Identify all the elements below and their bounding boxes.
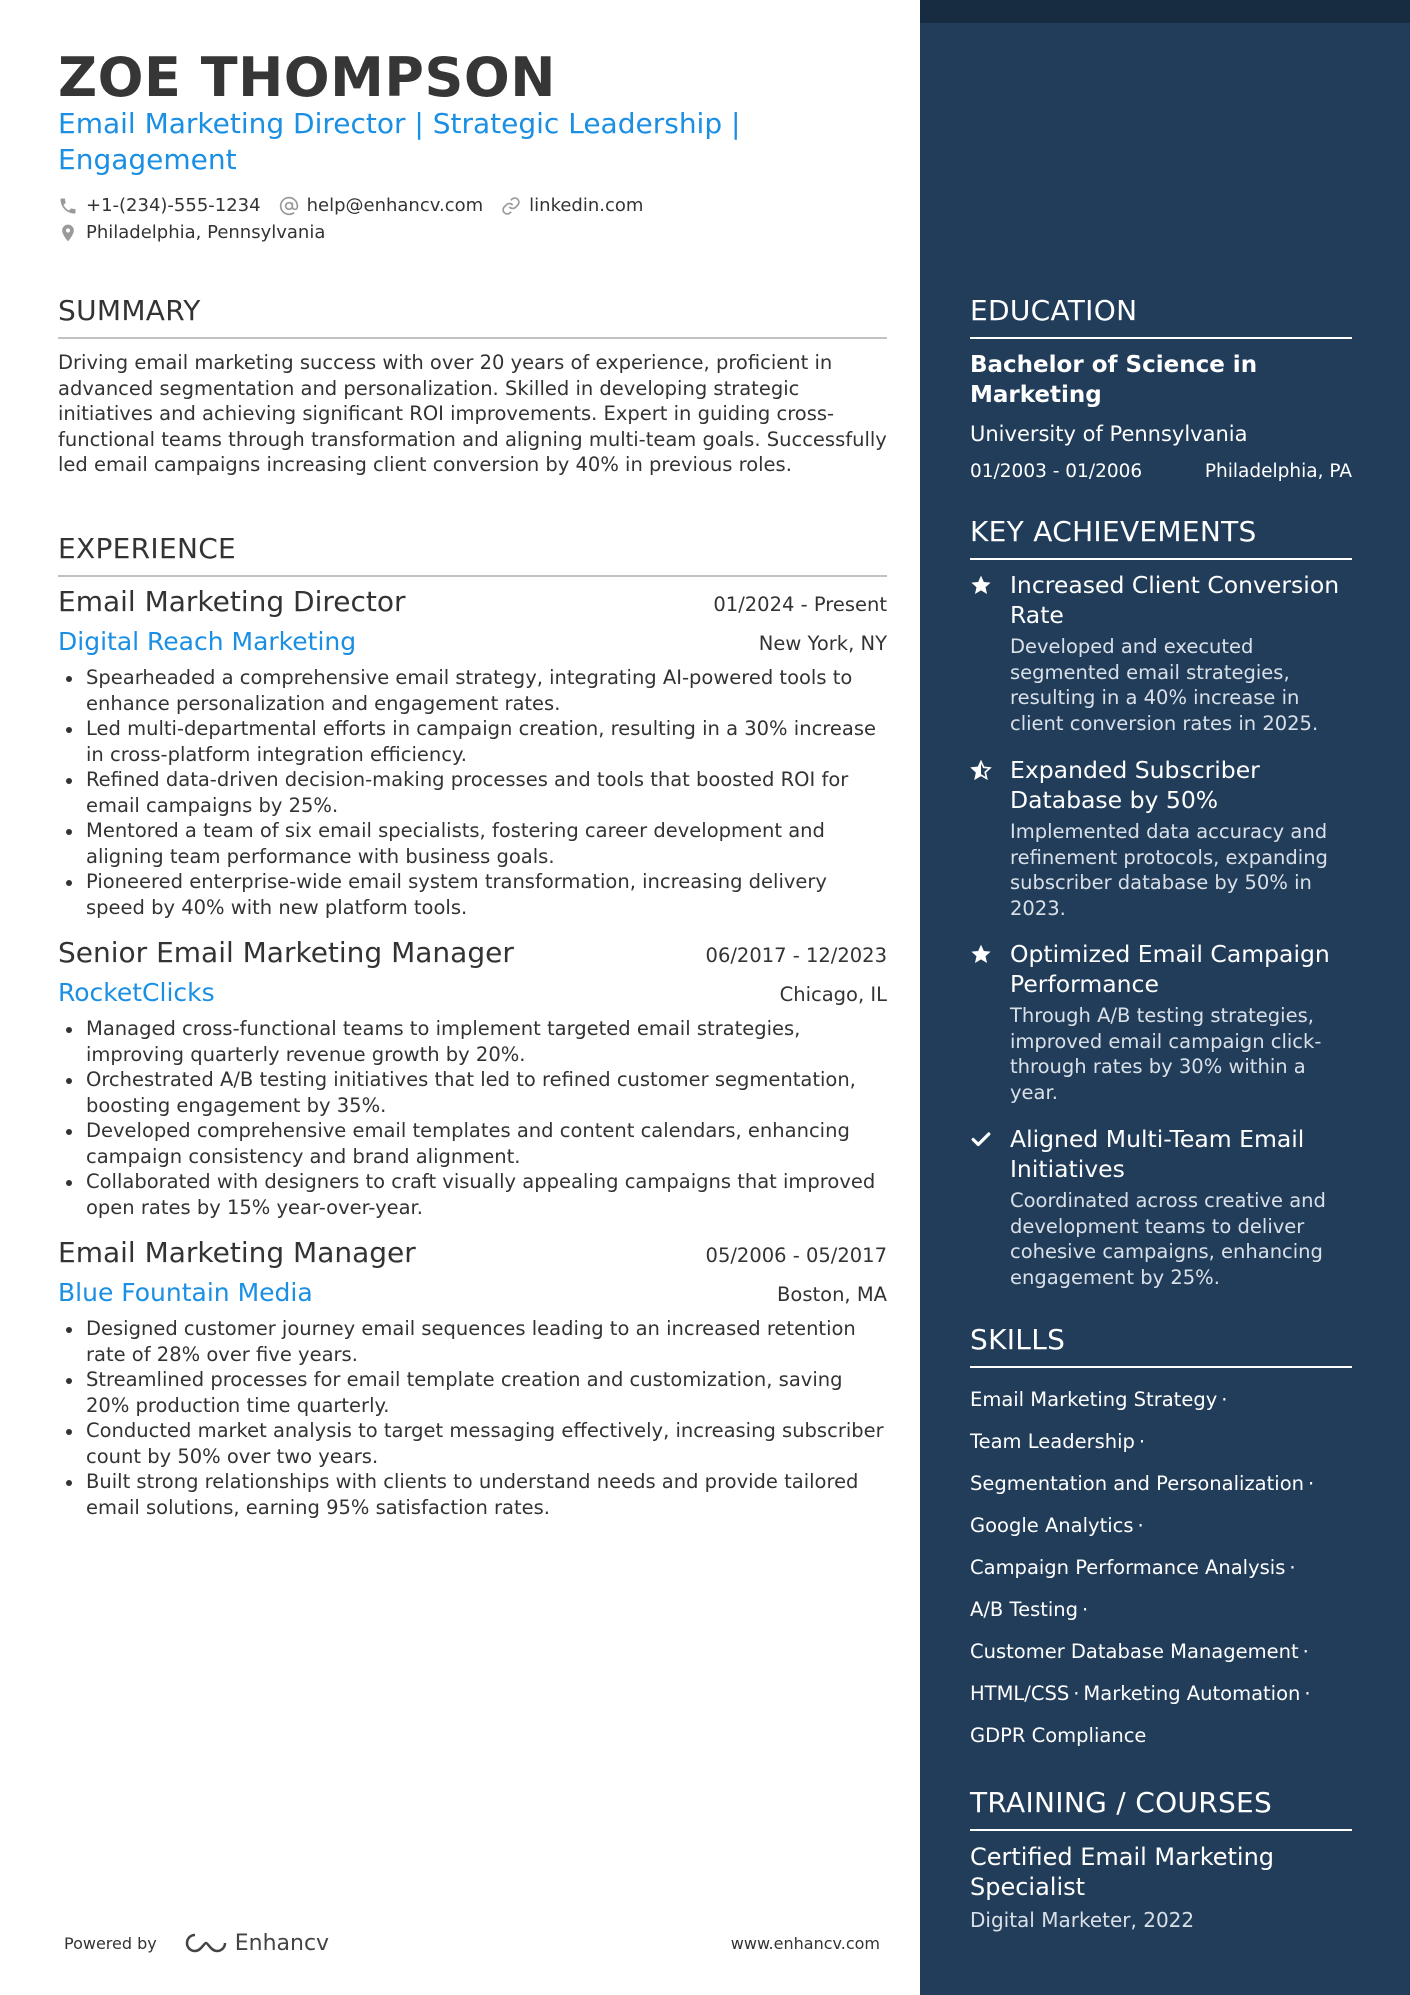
skills-heading: SKILLS [970,1323,1352,1368]
bullet-item: Designed customer journey email sequences leading to an increased retention rate of 28% over five years. [58,1316,887,1367]
bullet-item: Mentored a team of six email specialists, fostering career development and aligning team performance with business goals. [58,818,887,869]
education-school: University of Pennsylvania [970,422,1248,446]
achievement-title: Aligned Multi-Team Email Initiatives [1010,1125,1305,1183]
skill-separator: · [1302,1639,1309,1663]
bullet-item: Streamlined processes for email template creation and customization, saving 20% production time quarterly. [58,1367,887,1418]
location-pin-icon [58,223,78,243]
skill-item: Team Leadership [970,1429,1135,1453]
achievement-item [970,755,1352,921]
achievement-item [970,939,1352,1105]
skill-item: Email Marketing Strategy [970,1387,1218,1411]
course-title: Certified Email Marketing Specialist [970,1843,1275,1901]
job-company[interactable]: Digital Reach Marketing [58,627,357,656]
sidebar [920,0,1410,1995]
skill-separator: · [1289,1555,1296,1579]
education-heading: EDUCATION [970,294,1352,339]
bullet-item: Built strong relationships with clients to understand needs and provide tailored email solutions, earning 95% satisfaction rates. [58,1469,887,1520]
achievement-item [970,1124,1352,1290]
bullet-item: Developed comprehensive email templates and content calendars, enhancing campaign consistency and brand alignment. [58,1118,887,1169]
job-company[interactable]: Blue Fountain Media [58,1278,313,1307]
bullet-item: Managed cross-functional teams to implement targeted email strategies, improving quarterly revenue growth by 20%. [58,1016,887,1067]
skill-item: HTML/CSS [970,1681,1070,1705]
bullet-item: Pioneered enterprise-wide email system transformation, increasing delivery speed by 40% with new platform tools. [58,869,887,920]
achievement-desc: Developed and executed segmented email strategies, resulting in a 40% increase in client conversion rates in 2025. [1010,635,1319,735]
achievement-desc: Implemented data accuracy and refinement protocols, expanding subscriber database by 50% in 2023. [1010,820,1328,920]
checkmark-icon [970,1128,992,1150]
bullet-item: Refined data-driven decision-making processes and tools that boosted ROI for email campaigns by 25%. [58,767,887,818]
bullet-item: Orchestrated A/B testing initiatives that led to refined customer segmentation, boosting engagement by 35%. [58,1067,887,1118]
job-dates: 06/2017 - 12/2023 [705,944,887,967]
education-location: Philadelphia, PA [1204,461,1352,482]
email-contact[interactable] [279,195,484,216]
powered-by-label: Powered by [64,1933,157,1953]
phone-text: +1-(234)-555-1234 [86,195,261,216]
brand-name: Enhancv [234,1930,330,1956]
job-entry [58,1236,887,1520]
skill-item: Customer Database Management [970,1639,1299,1663]
education-meta [970,461,1352,482]
footer [64,1928,880,1958]
summary-text: Driving email marketing success with over 20 years of experience, proficient in advanced segmentation and personalization. Skilled in developing strategic initiatives and achieving significant ROI improvements. Expert in guiding cross-functional teams through transformation and aligning multi-team goals. Successfully led email campaigns increasing client conversion by 40% in previous roles. [58,351,887,476]
bullet-item: Collaborated with designers to craft visually appealing campaigns that improved open rates by 15% year-over-year. [58,1169,887,1220]
job-bullets [58,1316,887,1520]
skill-item: A/B Testing [970,1597,1079,1621]
skills-list [970,1378,1370,1756]
job-location: Chicago, IL [779,983,887,1006]
bullet-item: Led multi-departmental efforts in campaign creation, resulting in a 30% increase in cross-platform integration efficiency. [58,716,887,767]
headline: Email Marketing Director | Strategic Leadership | Engagement [58,107,741,176]
brand-logo[interactable] [183,1931,329,1956]
website-contact[interactable] [501,195,643,216]
summary-heading: SUMMARY [58,294,887,339]
skill-item: Google Analytics [970,1513,1134,1537]
job-location: New York, NY [758,632,887,655]
job-location: Boston, MA [777,1283,887,1306]
job-company[interactable]: RocketClicks [58,978,215,1007]
skill-separator: · [1308,1471,1315,1495]
phone-contact[interactable] [58,195,261,216]
training-heading: TRAINING / COURSES [970,1786,1352,1831]
skill-separator: · [1137,1513,1144,1537]
candidate-name: ZOE THOMPSON [58,46,556,109]
location-text: Philadelphia, Pennsylvania [86,222,326,243]
contact-info [58,192,878,246]
achievement-title: Increased Client Conversion Rate [1010,571,1340,629]
sidebar-top-bar [920,0,1410,23]
bullet-item: Spearheaded a comprehensive email strategy, integrating AI-powered tools to enhance personalization and engagement rates. [58,665,887,716]
achievement-title: Optimized Email Campaign Performance [1010,940,1330,998]
skill-item: Segmentation and Personalization [970,1471,1304,1495]
experience-heading: EXPERIENCE [58,532,887,577]
job-entry [58,936,887,1220]
star-half-icon [970,759,992,781]
job-title: Senior Email Marketing Manager [58,936,514,969]
course-provider: Digital Marketer, 2022 [970,1908,1195,1932]
star-icon [970,574,992,596]
skill-separator: · [1138,1429,1146,1453]
skill-item: Campaign Performance Analysis [970,1555,1286,1579]
job-title: Email Marketing Director [58,585,406,618]
skill-separator: · [1304,1681,1311,1705]
skill-separator: · [1073,1681,1080,1705]
job-dates: 01/2024 - Present [713,593,887,616]
phone-icon [58,196,78,216]
achievement-item [970,570,1352,736]
skill-item: Marketing Automation [1083,1681,1301,1705]
job-bullets [58,665,887,920]
link-icon [501,196,521,216]
at-sign-icon [279,196,299,216]
website-text: linkedin.com [529,195,644,216]
achievement-desc: Through A/B testing strategies, improved email campaign click-through rates by 30% within a year. [1010,1004,1322,1104]
job-dates: 05/2006 - 05/2017 [705,1244,887,1267]
enhancv-logo-icon [183,1931,229,1955]
achievements-heading: KEY ACHIEVEMENTS [970,515,1352,560]
skill-separator: · [1221,1387,1228,1411]
achievement-title: Expanded Subscriber Database by 50% [1010,756,1260,814]
job-bullets [58,1016,887,1220]
bullet-item: Conducted market analysis to target messaging effectively, increasing subscriber count by 50% over two years. [58,1418,887,1469]
footer-url[interactable]: www.enhancv.com [730,1933,880,1953]
job-entry [58,585,887,920]
achievement-desc: Coordinated across creative and development teams to deliver cohesive campaigns, enhancing engagement by 25%. [1010,1189,1326,1289]
star-icon [970,943,992,965]
location-contact [58,222,325,243]
education-dates: 01/2003 - 01/2006 [970,461,1143,482]
skill-separator: · [1082,1597,1089,1621]
skill-item: GDPR Compliance [970,1723,1147,1747]
job-title: Email Marketing Manager [58,1236,416,1269]
email-text: help@enhancv.com [306,195,484,216]
education-degree: Bachelor of Science in Marketing [970,352,1258,408]
